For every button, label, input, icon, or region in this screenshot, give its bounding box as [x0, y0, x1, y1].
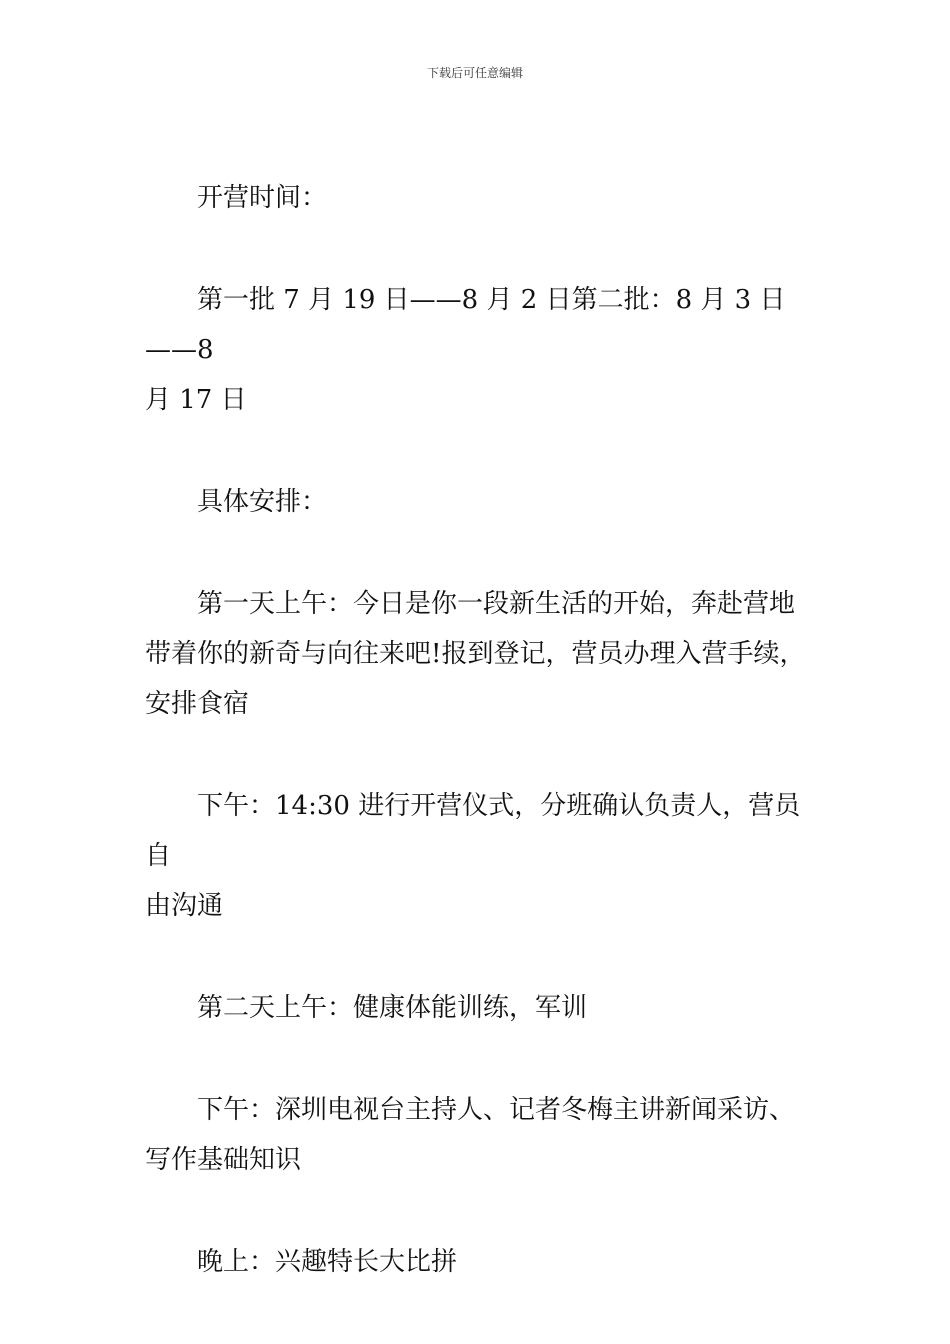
paragraph-day2-evening: 晚上：兴趣特长大比拼	[197, 1247, 458, 1277]
paragraph-batch-dates: 第一批 7 月 19 日——8 月 2 日第二批：8 月 3 日——8 月 17 日	[145, 285, 786, 415]
paragraph-day1-afternoon: 下午：14:30 进行开营仪式，分班确认负责人，营员自 由沟通	[145, 791, 801, 921]
paragraph-day1-morning: 第一天上午：今日是你一段新生活的开始，奔赴营地 带着你的新奇与向往来吧!报到登记，营员办理入营手续， 安排食宿	[145, 589, 806, 719]
paragraph-day2-morning: 第二天上午：健康体能训练，军训	[197, 993, 588, 1023]
page-header: 下载后可任意编辑	[426, 66, 523, 80]
paragraph-schedule-label: 具体安排：	[197, 487, 328, 517]
document-body	[145, 173, 810, 1287]
paragraph-day2-afternoon: 下午：深圳电视台主持人、记者冬梅主讲新闻采访、 写作基础知识	[145, 1095, 796, 1175]
paragraph-opening-time-label: 开营时间：	[197, 183, 328, 213]
